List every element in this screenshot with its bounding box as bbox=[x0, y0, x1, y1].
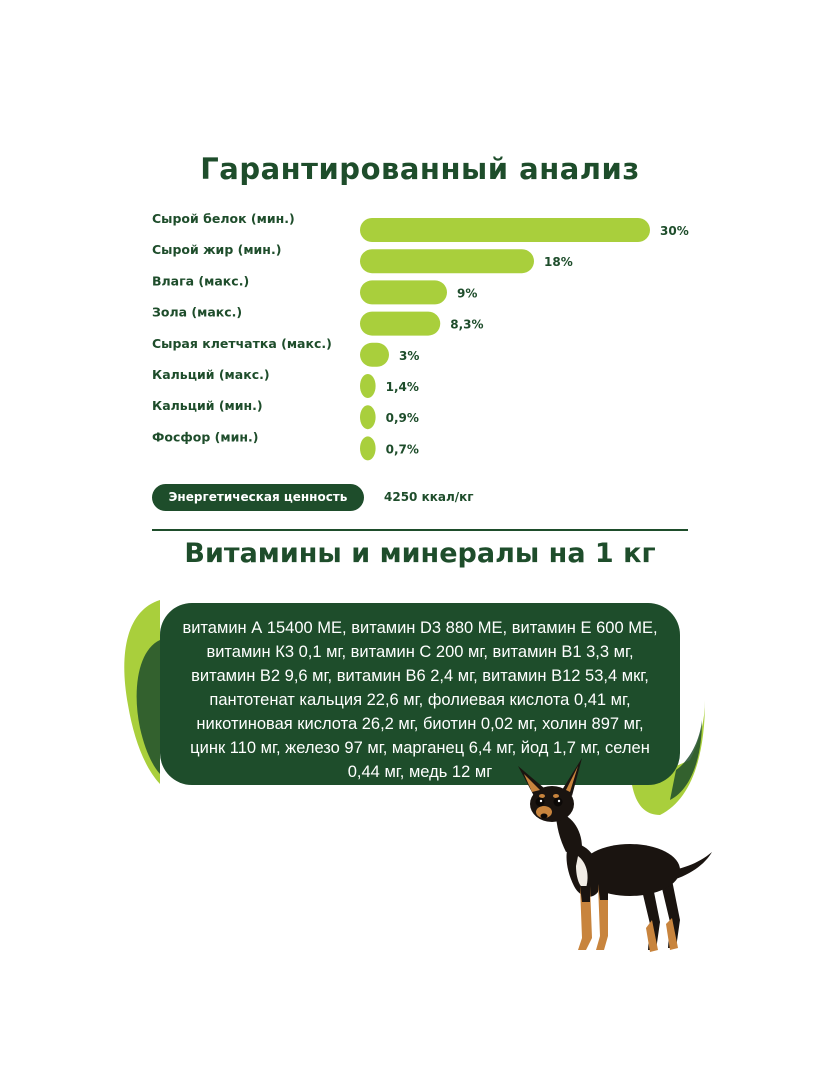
category-label: Кальций (мин.) bbox=[152, 398, 263, 414]
category-label: Сырой белок (мин.) bbox=[152, 211, 295, 226]
category-label: Фосфор (мин.) bbox=[152, 429, 259, 445]
value-label: 1,4% bbox=[385, 380, 419, 394]
category-label: Сырая клетчатка (макс.) bbox=[152, 335, 332, 351]
energy-label-badge: Энергетическая ценность bbox=[152, 484, 364, 511]
vitamins-line: никотиновая кислота 26,2 мг, биотин 0,02 мг, холин 897 мг, bbox=[196, 715, 644, 733]
vitamins-line: цинк 110 мг, железо 97 мг, марганец 6,4 мг, йод 1,7 мг, селен bbox=[190, 739, 650, 757]
value-label: 3% bbox=[399, 348, 420, 363]
vitamins-title: Витамины и минералы на 1 кг bbox=[184, 538, 656, 569]
category-label: Сырой жир (мин.) bbox=[152, 242, 282, 258]
vitamins-line: витамин В2 9,6 мг, витамин В6 2,4 мг, витамин В12 53,4 мкг, bbox=[191, 667, 649, 685]
category-label: Влага (макс.) bbox=[152, 273, 250, 289]
value-label: 8,3% bbox=[450, 317, 484, 332]
value-label: 30% bbox=[660, 224, 689, 238]
analysis-title: Гарантированный анализ bbox=[200, 152, 640, 186]
vitamins-line: 0,44 мг, медь 12 мг bbox=[347, 763, 493, 781]
chihuahua-dog-image bbox=[500, 752, 720, 962]
value-label: 0,7% bbox=[385, 442, 419, 457]
category-label: Зола (макс.) bbox=[152, 304, 243, 320]
value-label: 9% bbox=[457, 286, 478, 301]
energy-value: 4250 ккал/кг bbox=[384, 490, 474, 504]
vitamins-line: пантотенат кальция 22,6 мг, фолиевая кислота 0,41 мг, bbox=[209, 691, 631, 709]
category-label: Кальций (макс.) bbox=[152, 367, 270, 382]
value-label: 18% bbox=[544, 255, 573, 270]
value-label: 0,9% bbox=[385, 411, 419, 426]
vitamins-line: витамин К3 0,1 мг, витамин С 200 мг, витамин В1 3,3 мг, bbox=[206, 643, 634, 661]
vitamins-line: витамин А 15400 МЕ, витамин D3 880 МЕ, витамин Е 600 МЕ, bbox=[182, 619, 658, 637]
